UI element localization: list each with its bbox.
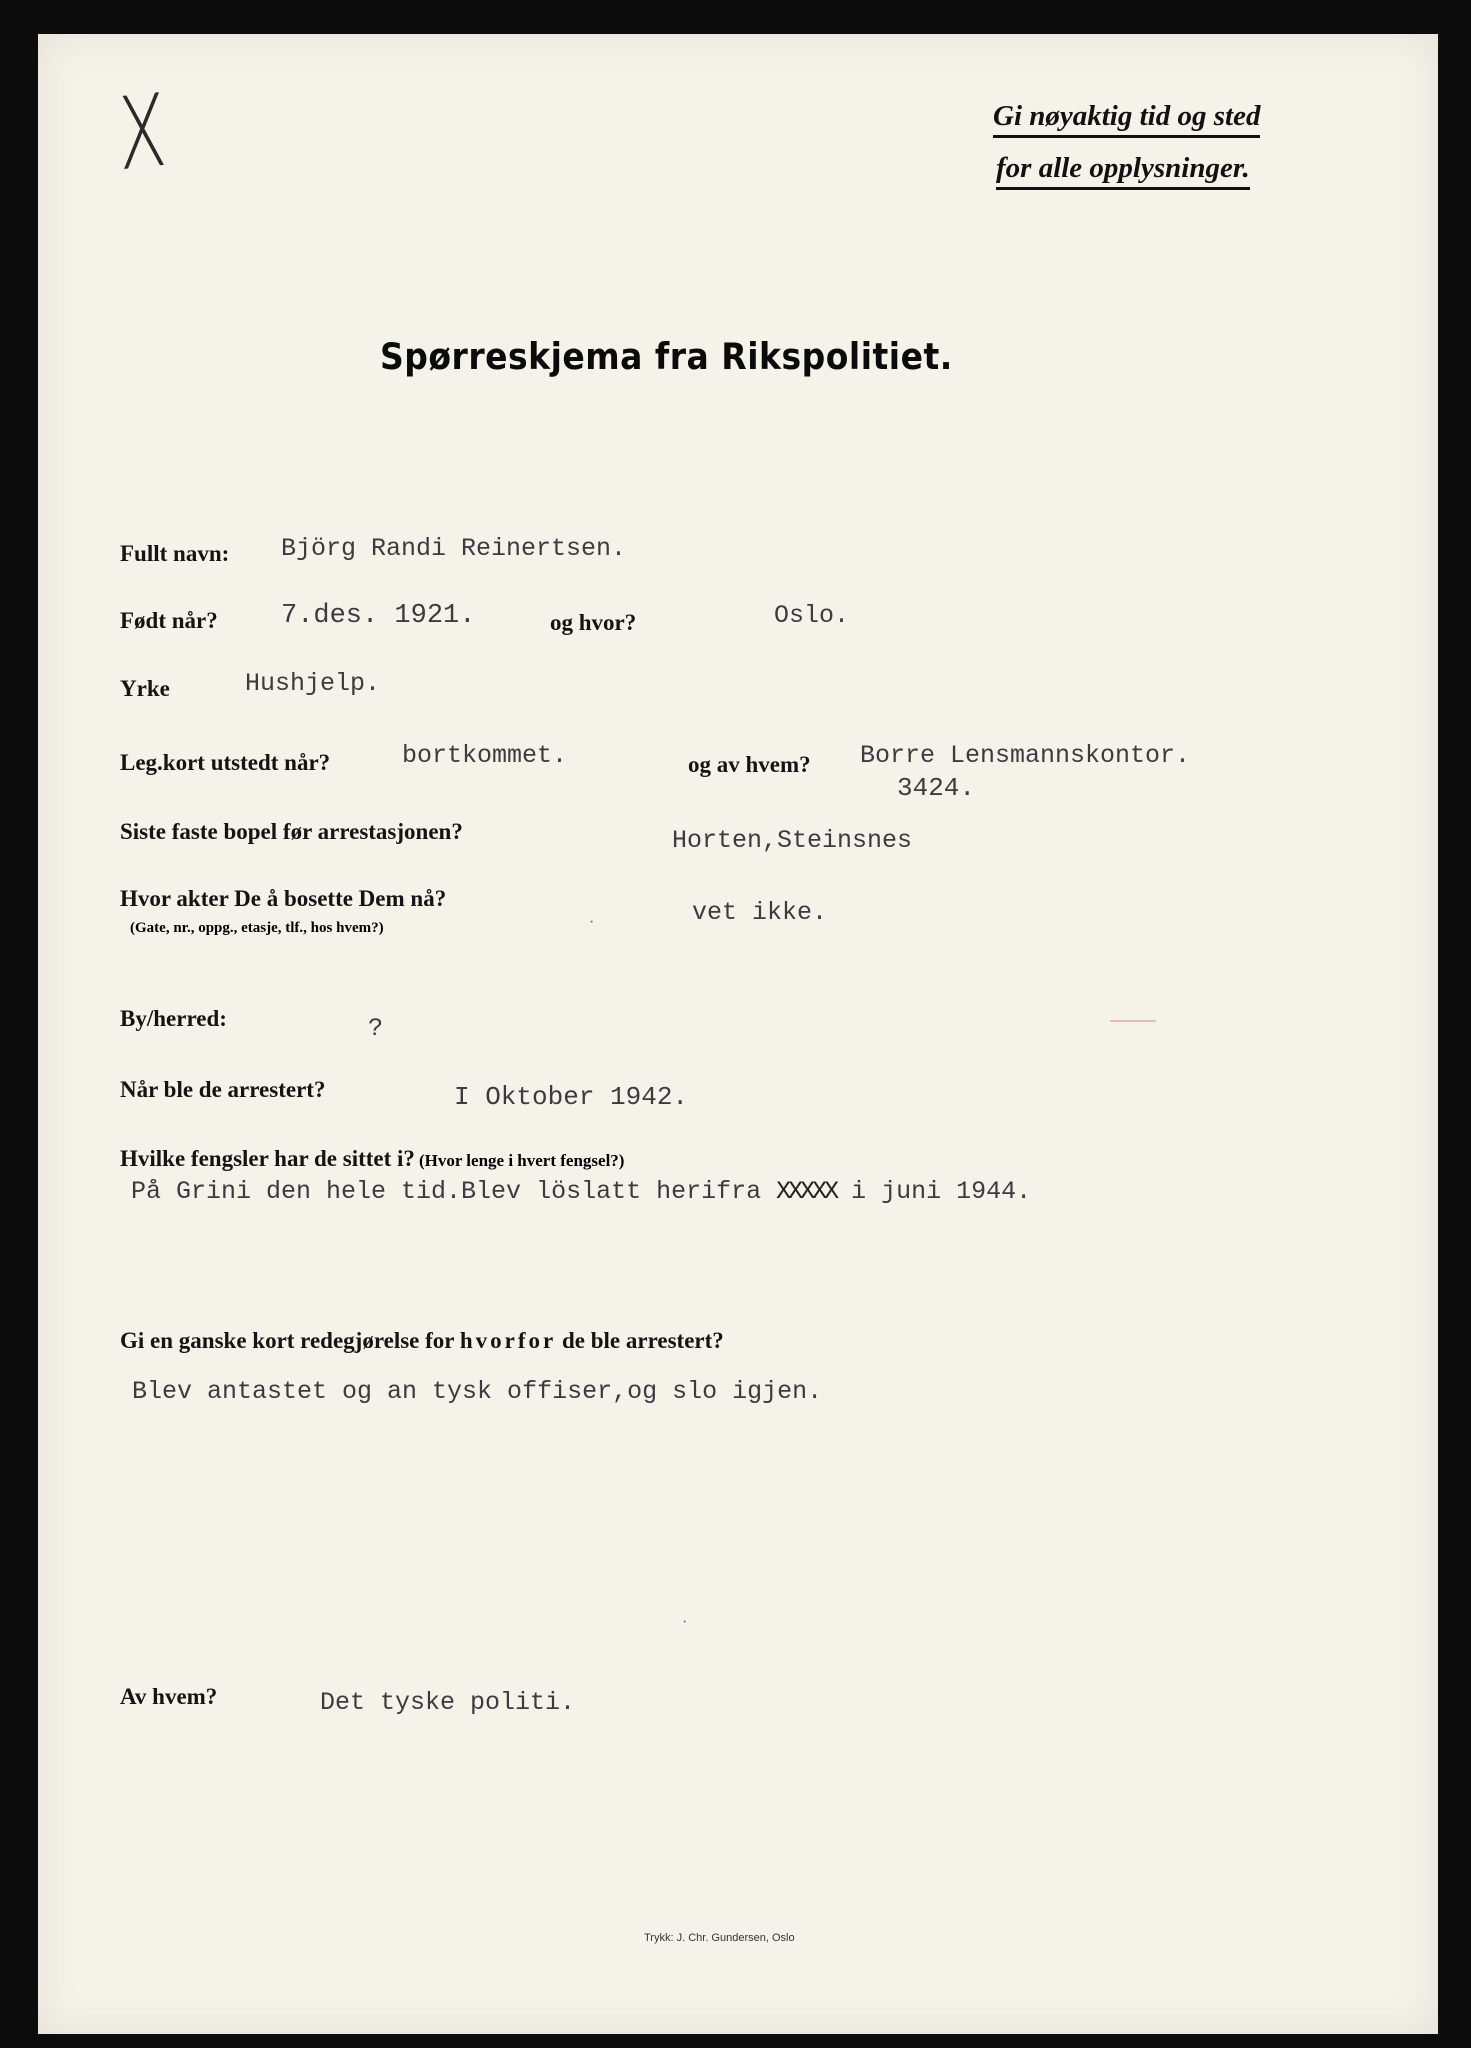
id-card-number: 3424. <box>897 773 976 803</box>
by-whom-value: Det tyske politi. <box>320 1688 576 1717</box>
reason-label-row <box>120 1328 724 1354</box>
born-when-value: 7.des. 1921. <box>281 601 476 631</box>
stray-dot: · <box>589 914 595 931</box>
prisons-label: Hvilke fengsler har de sittet i? <box>120 1146 415 1171</box>
handwritten-x-mark: X <box>115 71 170 194</box>
printer-footer: Trykk: J. Chr. Gundersen, Oslo <box>644 1932 795 1944</box>
notice-line-2: for alle opplysninger. <box>996 152 1250 190</box>
full-name-label: Fullt navn: <box>120 541 230 566</box>
born-where-label: og hvor? <box>550 610 637 635</box>
id-card-by-label: og av hvem? <box>688 752 811 777</box>
prisons-label-row <box>120 1146 624 1172</box>
occupation-value: Hushjelp. <box>245 669 381 698</box>
prisons-value-struck: XXXXX <box>776 1177 837 1206</box>
settle-now-label: Hvor akter De å bosette Dem nå? <box>120 886 447 911</box>
prisons-sublabel: (Hvor lenge i hvert fengsel?) <box>418 1151 625 1170</box>
prisons-value-part1: På Grini den hele tid.Blev löslatt herifra <box>131 1177 762 1206</box>
settle-now-value: vet ikke. <box>692 898 828 927</box>
municipality-label: By/herred: <box>120 1006 227 1031</box>
arrested-when-value: I Oktober 1942. <box>454 1082 689 1112</box>
born-when-label: Født når? <box>120 608 218 633</box>
prisons-value-row <box>131 1177 1031 1206</box>
last-address-label: Siste faste bopel før arrestasjonen? <box>120 819 463 844</box>
municipality-value: ? <box>368 1014 384 1043</box>
born-where-value: Oslo. <box>774 601 850 630</box>
by-whom-label: Av hvem? <box>120 1684 218 1709</box>
occupation-label: Yrke <box>120 676 170 701</box>
id-card-when-value: bortkommet. <box>402 741 568 770</box>
prisons-value-part2: i juni 1944. <box>851 1177 1032 1206</box>
id-card-by-value: Borre Lensmannskontor. <box>860 741 1191 770</box>
full-name-value: Björg Randi Reinertsen. <box>281 534 627 563</box>
id-card-when-label: Leg.kort utstedt når? <box>120 750 331 775</box>
faint-red-mark <box>1110 1020 1156 1022</box>
last-address-value: Horten,Steinsnes <box>672 826 913 855</box>
stray-dot-2: · <box>682 1614 688 1631</box>
notice-line-1: Gi nøyaktig tid og sted <box>993 100 1260 138</box>
reason-label-emph: hvorfor <box>459 1328 557 1353</box>
reason-label-part2: de ble arrestert? <box>561 1328 724 1353</box>
questionnaire-sheet <box>38 34 1438 2034</box>
settle-now-sublabel: (Gate, nr., oppg., etasje, tlf., hos hvem?) <box>130 920 384 936</box>
form-title: Spørreskjema fra Rikspolitiet. <box>380 335 953 378</box>
arrested-when-label: Når ble de arrestert? <box>120 1077 326 1102</box>
reason-value: Blev antastet og an tysk offiser,og slo igjen. <box>132 1377 823 1406</box>
reason-label-part1: Gi en ganske kort redegjørelse for <box>120 1328 455 1353</box>
